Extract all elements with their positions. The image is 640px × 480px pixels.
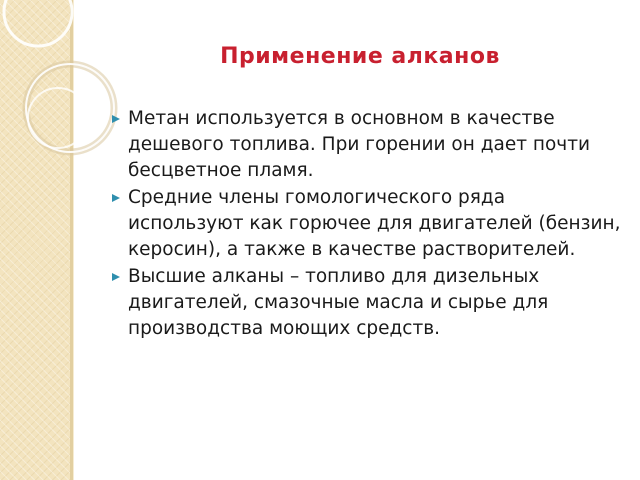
decorative-circles-icon [0, 0, 120, 200]
bullet-item [112, 185, 622, 263]
bullet-item [112, 264, 622, 342]
bullet-item [112, 106, 622, 184]
bullet-arrow-icon [112, 194, 120, 202]
bullet-text: Средние члены гомологического ряда используют как горючее для двигателей (бензин, керосин), а также в качестве растворителей. [128, 187, 621, 260]
bullet-text: Высшие алканы – топливо для дизельных двигателей, смазочные масла и сырье для производства моющих средств. [128, 266, 549, 339]
bullet-arrow-icon [112, 115, 120, 123]
bullet-arrow-icon [112, 273, 120, 281]
bullet-text: Метан используется в основном в качестве дешевого топлива. При горении он дает почти бесцветное пламя. [128, 108, 591, 181]
bullet-list [112, 106, 622, 343]
slide-title: Применение алканов [220, 44, 500, 69]
